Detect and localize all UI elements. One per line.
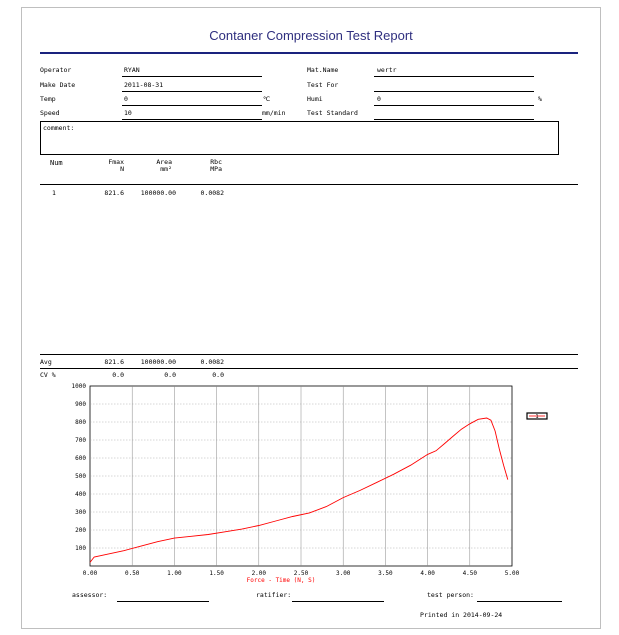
col-header-rbc-unit: MPa [210, 165, 222, 173]
make-date-label: Make Date [40, 81, 76, 89]
row-area: 100000.00 [140, 189, 176, 197]
row-rbc: 0.0082 [200, 189, 224, 197]
cv-area: 0.0 [164, 371, 176, 379]
test-standard-label: Test Standard [307, 109, 358, 117]
avg-area: 100000.00 [140, 358, 176, 366]
avg-fmax: 821.6 [104, 358, 124, 366]
temp-unit: ℃ [263, 95, 271, 103]
x-tick-label: 5.00 [504, 570, 520, 577]
make-date-underline [122, 91, 262, 92]
y-tick-label: 500 [75, 473, 86, 480]
x-tick-label: 3.00 [335, 570, 351, 577]
avg-rbc: 0.0082 [200, 358, 224, 366]
x-tick-label: 1.50 [209, 570, 224, 577]
x-tick-label: 2.00 [251, 570, 267, 577]
test-standard-underline [374, 119, 534, 120]
assessor-signature-line [117, 601, 209, 602]
humi-label: Humi [307, 95, 323, 103]
y-tick-label: 700 [75, 437, 86, 444]
test-person-signature-line [477, 601, 562, 602]
force-time-chart [22, 378, 600, 583]
x-axis-label: Force - Time (N, S) [246, 577, 316, 583]
title-rule [40, 52, 578, 54]
printed-date: Printed in 2014-09-24 [420, 611, 503, 619]
mat-name-label: Mat.Name [307, 66, 339, 74]
ratifier-label: ratifier: [256, 591, 292, 599]
row-num: 1 [52, 189, 56, 197]
cv-fmax: 0.0 [112, 371, 124, 379]
y-tick-label: 800 [75, 419, 86, 426]
col-header-fmax-unit: N [120, 165, 124, 173]
col-header-area-unit: mm² [160, 165, 172, 173]
mat-name-value: wertr [377, 66, 397, 74]
speed-value: 10 [124, 109, 132, 117]
temp-underline [122, 105, 262, 106]
col-header-rbc: Rbc [210, 158, 222, 166]
temp-value: 0 [124, 95, 128, 103]
y-tick-label: 1000 [71, 383, 86, 390]
x-tick-label: 4.00 [420, 570, 435, 577]
speed-unit: mm/min [262, 109, 286, 117]
y-tick-label: 600 [75, 455, 86, 462]
x-tick-label: 4.50 [462, 570, 478, 577]
col-header-area: Area [156, 158, 172, 166]
stats-mid-rule [40, 368, 578, 369]
humi-unit: % [538, 95, 542, 103]
legend-label: 1 [535, 414, 539, 420]
report-title: Contaner Compression Test Report [209, 28, 413, 43]
test-for-underline [374, 91, 534, 92]
speed-underline [122, 119, 262, 120]
table-header-rule [40, 184, 578, 185]
mat-name-underline [374, 76, 534, 77]
operator-label: Operator [40, 66, 72, 74]
y-tick-label: 400 [75, 491, 86, 498]
y-tick-label: 300 [75, 509, 86, 516]
cv-label: CV % [40, 371, 56, 379]
y-tick-label: 200 [75, 527, 86, 534]
humi-value: 0 [377, 95, 381, 103]
x-tick-label: 0.00 [82, 570, 98, 577]
x-tick-label: 3.50 [378, 570, 393, 577]
humi-underline [374, 105, 534, 106]
operator-value: RYAN [124, 66, 140, 74]
temp-label: Temp [40, 95, 56, 103]
operator-underline [122, 76, 262, 77]
report-page [21, 7, 601, 629]
comment-label: comment: [43, 124, 75, 132]
test-person-label: test person: [427, 591, 474, 599]
test-for-label: Test For [307, 81, 339, 89]
stats-top-rule [40, 354, 578, 355]
col-header-fmax: Fmax [108, 158, 124, 166]
row-fmax: 821.6 [104, 189, 124, 197]
speed-label: Speed [40, 109, 60, 117]
y-tick-label: 100 [75, 545, 86, 552]
x-tick-label: 1.00 [167, 570, 182, 577]
assessor-label: assessor: [72, 591, 108, 599]
avg-label: Avg [40, 358, 52, 366]
x-tick-label: 0.50 [124, 570, 140, 577]
x-tick-label: 2.50 [293, 570, 309, 577]
y-tick-label: 900 [75, 401, 86, 408]
comment-box [40, 121, 559, 155]
ratifier-signature-line [292, 601, 384, 602]
col-header-num: Num [50, 159, 63, 167]
make-date-value: 2011-08-31 [124, 81, 164, 89]
cv-rbc: 0.0 [212, 371, 224, 379]
